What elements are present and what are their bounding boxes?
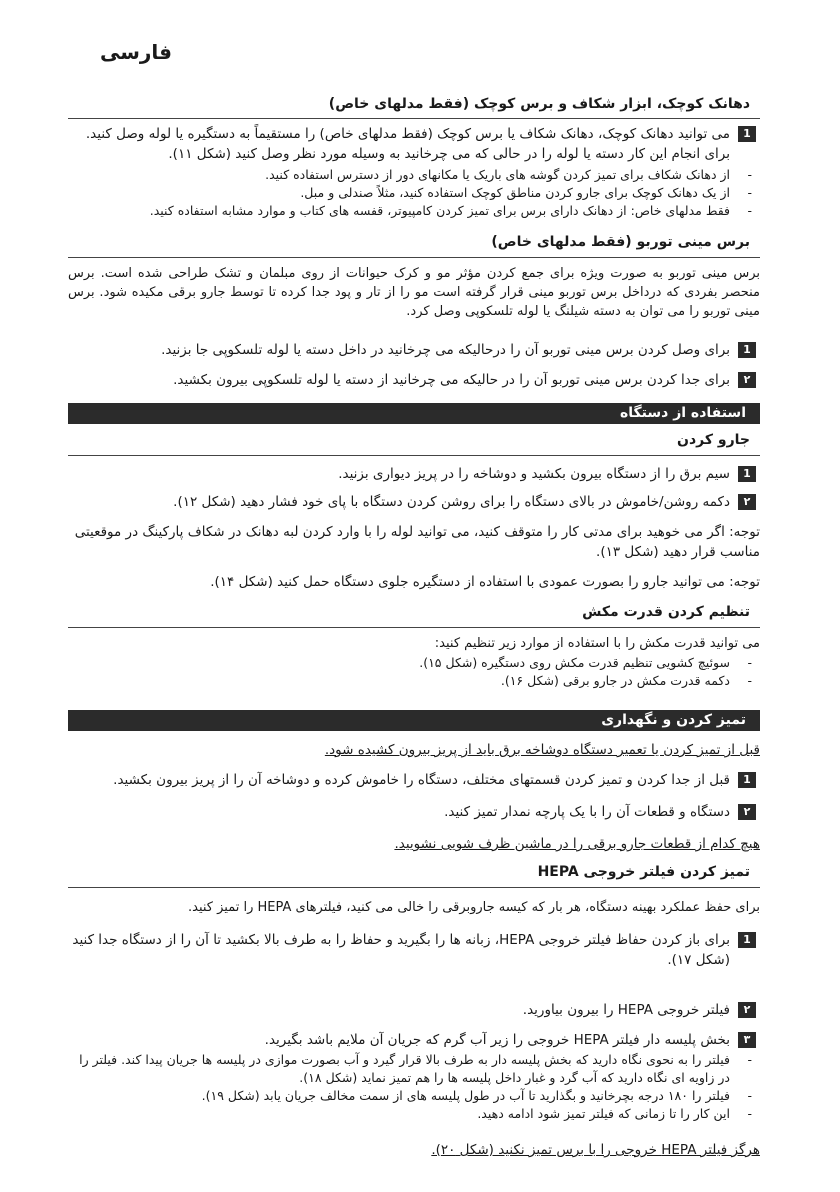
step-item xyxy=(68,340,760,360)
step-number: 1 xyxy=(738,772,756,788)
warning-unplug: قبل از تمیز کردن یا تعمیر دستگاه دوشاخه برق باید از پریز بیرون کشیده شود. xyxy=(324,742,760,758)
bullet-item: - این کار را تا زمانی که فیلتر تمیز شود ادامه دهید. xyxy=(477,1106,752,1121)
step-text: دکمه روشن/خاموش در بالای دستگاه را برای روشن کردن دستگاه با پای خود فشار دهید (شکل ۱۲). xyxy=(173,494,730,510)
step-number: 1 xyxy=(738,932,756,948)
section-bar-using-appliance: استفاده از دستگاه xyxy=(68,403,760,424)
step-item xyxy=(68,1000,760,1020)
step-number: ۳ xyxy=(738,1032,756,1048)
step-item xyxy=(68,770,760,790)
divider xyxy=(68,627,760,628)
step-item xyxy=(68,802,760,822)
step-item xyxy=(68,124,760,164)
bullet-item: - سوئیچ کشویی تنظیم قدرت مکش روی دستگیره (شکل ۱۵). xyxy=(419,655,752,670)
bullet-list xyxy=(68,1051,760,1123)
step-item xyxy=(68,1030,760,1050)
step-item xyxy=(68,370,760,390)
step-number: 1 xyxy=(738,342,756,358)
step-number: ۲ xyxy=(738,494,756,510)
divider xyxy=(68,887,760,888)
note-carry: توجه: می توانید جارو را بصورت عمودی با استفاده از دستگیره جلوی دستگاه حمل کنید (شکل ۱۴). xyxy=(210,574,760,590)
section-heading-suction-power: تنظیم کردن قدرت مکش xyxy=(582,604,750,620)
bullet-item: - از یک دهانک کوچک برای جارو کردن مناطق کوچک استفاده کنید، مثلاً صندلی و مبل. xyxy=(300,185,752,200)
step-number: 1 xyxy=(738,126,756,142)
step-text: سیم برق را از دستگاه بیرون بکشید و دوشاخه را در پریز دیواری بزنید. xyxy=(338,466,730,482)
language-title: فارسی xyxy=(99,40,172,64)
divider xyxy=(68,257,760,258)
step-text: برای جدا کردن برس مینی توربو آن را در حالیکه می چرخانید از دسته یا لوله تلسکوپی بیرون بکشید. xyxy=(173,372,730,388)
bullet-list xyxy=(68,654,760,690)
bullet-item: - فقط مدلهای خاص: از دهانک دارای برس برای تمیز کردن کامپیوتر، قفسه های کتاب و موارد مشابه استفاده کنید. xyxy=(149,203,752,218)
step-number: 1 xyxy=(738,466,756,482)
note-parking: توجه: اگر می خوهید برای مدتی کار را متوقف کنید، می توانید لوله را با وارد کردن لبه دهانک در شکاف پارکینگ در موقعیتی مناسب قرار دهید (شکل ۱۳). xyxy=(74,524,760,560)
warning-dishwasher: هیچ کدام از قطعات جارو برقی را در ماشین ظرف شویی نشویید. xyxy=(394,836,760,852)
bullet-item: - فیلتر را ۱۸۰ درجه بچرخانید و بگذارید تا آب در طول پلیسه های از سمت مخالف جریان یابد (شکل ۱۹). xyxy=(201,1088,752,1103)
step-item xyxy=(68,930,760,970)
bullet-item: - دکمه قدرت مکش در جارو برقی (شکل ۱۶). xyxy=(500,673,752,688)
paragraph: می توانید قدرت مکش را با استفاده از موارد زیر تنظیم کنید: xyxy=(434,636,760,651)
step-item xyxy=(68,492,760,512)
step-text: برای وصل کردن برس مینی توربو آن را درحالیکه می چرخانید در داخل دسته یا لوله تلسکوپی جا بزنید. xyxy=(161,342,730,358)
section-heading-hepa: تمیز کردن فیلتر خروجی HEPA xyxy=(537,864,750,880)
step-text: بخش پلیسه دار فیلتر HEPA خروجی را زیر آب گرم که جریان آن ملایم باشد بگیرید. xyxy=(264,1032,730,1048)
step-text: قبل از جدا کردن و تمیز کردن قسمتهای مختلف، دستگاه را خاموش کرده و دوشاخه آن را از پریز بیرون بکشید. xyxy=(113,772,730,788)
divider xyxy=(68,118,760,119)
warning-no-brush: هرگز فیلتر HEPA خروجی را با برس تمیز نکنید (شکل ۲۰). xyxy=(431,1142,760,1158)
step-text: می توانید دهانک کوچک، دهانک شکاف یا برس کوچک (فقط مدلهای خاص) را مستقیماً به دستگیره یا لوله وصل کنید. برای انجام این کار دسته یا لوله را در حالی که می چرخانید به وسیله مورد نظر وصل کنید (شکل ۱۱). xyxy=(85,126,730,162)
bullet-list xyxy=(68,166,760,220)
step-item xyxy=(68,464,760,484)
section-heading-mini-turbo: برس مینی توربو (فقط مدلهای خاص) xyxy=(491,234,750,250)
step-number: ۲ xyxy=(738,372,756,388)
step-text: فیلتر خروجی HEPA را بیرون بیاورید. xyxy=(522,1002,730,1018)
step-number: ۲ xyxy=(738,1002,756,1018)
section-bar-cleaning: تمیز کردن و نگهداری xyxy=(68,710,760,731)
divider xyxy=(68,455,760,456)
step-text: برای باز کردن حفاظ فیلتر خروجی HEPA، زبانه ها را بگیرید و حفاظ را به طرف بالا بکشید تا آن را از دستگاه جدا کنید (شکل ۱۷). xyxy=(72,932,730,968)
step-number: ۲ xyxy=(738,804,756,820)
paragraph: برس مینی توربو به صورت ویژه برای جمع کردن مؤثر مو و کرک حیوانات از روی مبلمان و تشک طراحی شده است. برس منحصر بفردی که درداخل برس توربو مینی قرار گرفته است مو را از تار و پود جدا کرده تا توسط جارو برقی مکیده شود. برس مینی توربو را می توان به دسته شیلنگ یا لوله تلسکوپی وصل کرد. xyxy=(68,266,760,319)
paragraph: برای حفظ عملکرد بهینه دستگاه، هر بار که کیسه جاروبرقی را خالی می کنید، فیلترهای HEPA را تمیز کنید. xyxy=(188,900,760,915)
section-heading-vacuuming: جارو کردن xyxy=(677,432,750,448)
step-text: دستگاه و قطعات آن را با یک پارچه نمدار تمیز کنید. xyxy=(444,804,730,820)
section-heading-small-nozzle: دهانک کوچک، ابزار شکاف و برس کوچک (فقط مدلهای خاص) xyxy=(328,96,750,112)
bullet-item: - از دهانک شکاف برای تمیز کردن گوشه های باریک یا مکانهای دور از دسترس استفاده کنید. xyxy=(265,167,752,182)
bullet-item: - فیلتر را به نحوی نگاه دارید که بخش پلیسه دار به طرف بالا قرار گیرد و آب بصورت موازی در پلیسه ها جریان پیدا کند. فیلتر را در زاویه ای نگاه دارید که آب گرد و غبار داخل پلیسه ها را هم تمیز نماید (شکل ۱۸). xyxy=(79,1052,752,1085)
